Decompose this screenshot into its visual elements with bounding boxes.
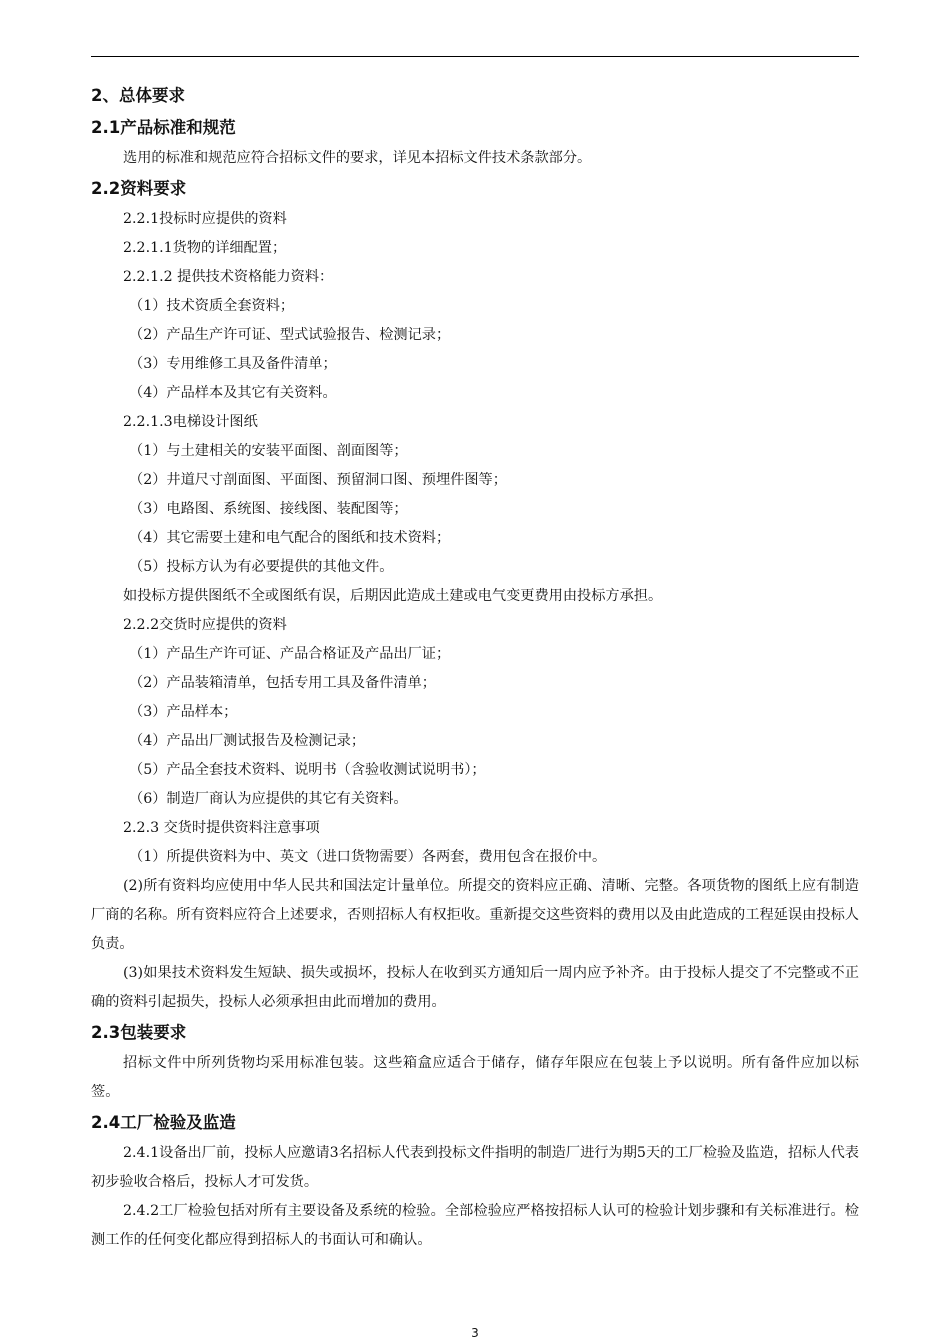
paragraph: (2)所有资料均应使用中华人民共和国法定计量单位。所提交的资料应正确、清晰、完整。各项货物的图纸上应有制造厂商的名称。所有资料应符合上述要求，否则招标人有权拒收。重新提交这些资料的费用以及由此造成的工程延误由投标人负责。 xyxy=(91,878,859,952)
section-2-4-heading: 2.4工厂检验及监造 xyxy=(91,1113,236,1132)
list-item: （2）井道尺寸剖面图、平面图、预留洞口图、预埋件图等； xyxy=(129,472,507,488)
list-item: （1）技术资质全套资料； xyxy=(129,298,295,314)
paragraph: (3)如果技术资料发生短缺、损失或损坏，投标人在收到买方通知后一周内应予补齐。由于投标人提交了不完整或不正确的资料引起损失，投标人必须承担由此而增加的费用。 xyxy=(91,965,859,1010)
list-item: （2）产品生产许可证、型式试验报告、检测记录； xyxy=(129,327,451,343)
list-item: （6）制造厂商认为应提供的其它有关资料。 xyxy=(129,791,408,807)
section-2-2-1-note: 如投标方提供图纸不全或图纸有误，后期因此造成土建或电气变更费用由投标方承担。 xyxy=(123,588,663,604)
list-item: （4）产品样本及其它有关资料。 xyxy=(129,385,337,401)
list-item: （1）产品生产许可证、产品合格证及产品出厂证； xyxy=(129,646,451,662)
list-item: （4）产品出厂测试报告及检测记录； xyxy=(129,733,366,749)
list-item: （3）专用维修工具及备件清单； xyxy=(129,356,337,372)
document-body xyxy=(91,80,859,1255)
section-2-2-3-heading: 2.2.3 交货时提供资料注意事项 xyxy=(123,820,320,836)
paragraph: 招标文件中所列货物均采用标准包装。这些箱盒应适合于储存，储存年限应在包装上予以说明。所有备件应加以标签。 xyxy=(91,1055,859,1100)
section-2-2-1-1: 2.2.1.1货物的详细配置； xyxy=(123,240,287,256)
list-item: （4）其它需要土建和电气配合的图纸和技术资料； xyxy=(129,530,451,546)
list-item: （3）电路图、系统图、接线图、装配图等； xyxy=(129,501,408,517)
paragraph: 2.4.1设备出厂前，投标人应邀请3名招标人代表到投标文件指明的制造厂进行为期5天的工厂检验及监造，招标人代表初步验收合格后，投标人才可发货。 xyxy=(91,1145,859,1190)
list-item: （3）产品样本； xyxy=(129,704,238,720)
paragraph: 2.4.2工厂检验包括对所有主要设备及系统的检验。全部检验应严格按招标人认可的检验计划步骤和有关标准进行。检测工作的任何变化都应得到招标人的书面认可和确认。 xyxy=(91,1203,859,1248)
section-2-1-heading: 2.1产品标准和规范 xyxy=(91,118,236,137)
section-2-1-text: 选用的标准和规范应符合招标文件的要求，详见本招标文件技术条款部分。 xyxy=(123,150,592,166)
section-2-2-heading: 2.2资料要求 xyxy=(91,179,187,198)
section-2-3-heading: 2.3包装要求 xyxy=(91,1023,187,1042)
list-item: （1）与土建相关的安装平面图、剖面图等； xyxy=(129,443,408,459)
section-2-heading: 2、总体要求 xyxy=(91,86,185,105)
section-2-2-1-heading: 2.2.1投标时应提供的资料 xyxy=(123,211,287,227)
page-number: 3 xyxy=(471,1326,479,1340)
section-2-2-2-heading: 2.2.2交货时应提供的资料 xyxy=(123,617,287,633)
section-2-2-1-2-heading: 2.2.1.2 提供技术资格能力资料： xyxy=(123,269,334,285)
list-item: （5）产品全套技术资料、说明书（含验收测试说明书）； xyxy=(129,762,486,778)
list-item: （5）投标方认为有必要提供的其他文件。 xyxy=(129,559,394,575)
section-2-2-1-3-heading: 2.2.1.3电梯设计图纸 xyxy=(123,414,258,430)
header-rule xyxy=(91,56,859,57)
list-item: （2）产品装箱清单，包括专用工具及备件清单； xyxy=(129,675,436,691)
list-item: （1）所提供资料为中、英文（进口货物需要）各两套，费用包含在报价中。 xyxy=(129,849,607,865)
